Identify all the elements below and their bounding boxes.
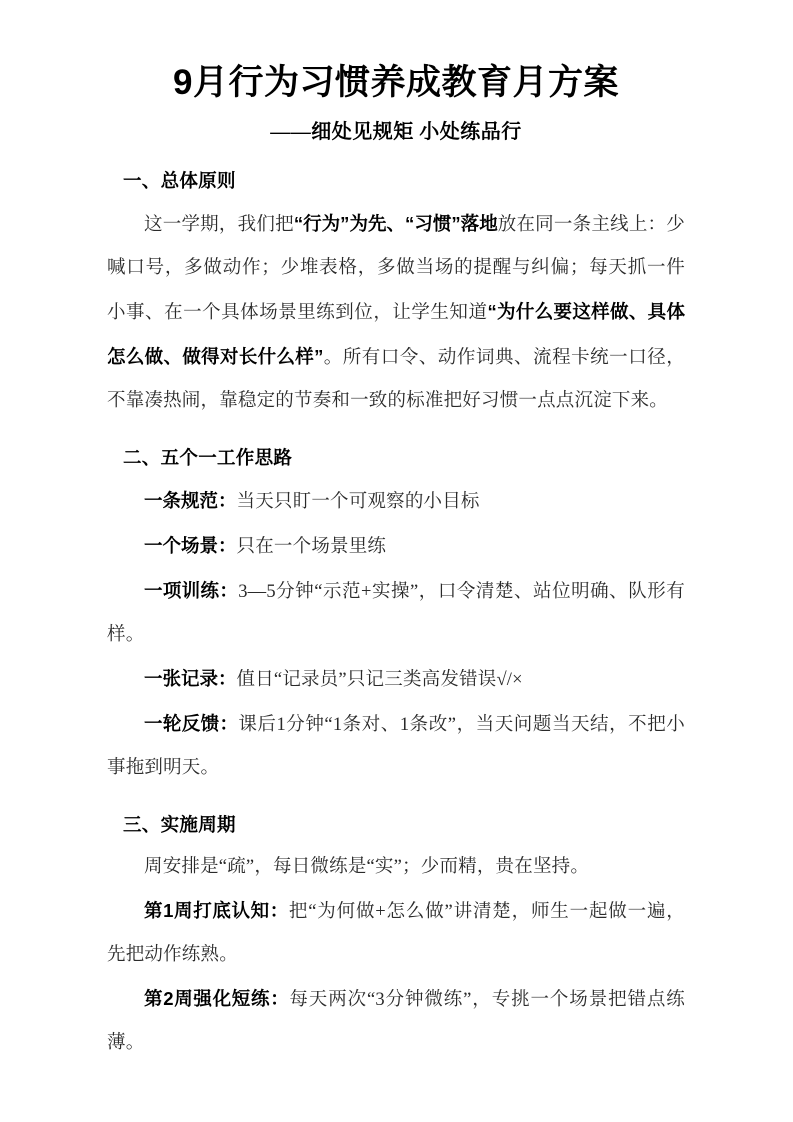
list-item-label: 一张记录：	[144, 668, 237, 689]
section-3-lead-paragraph: 周安排是“疏”，每日微练是“实”；少而精，贵在坚持。	[144, 857, 590, 877]
section-heading-3: 三、实施周期	[123, 814, 236, 835]
list-item	[107, 524, 685, 569]
paragraph-run-plain: 。所有口令、动作词典、流程卡统一口径，不靠凑热闹，靠稳定的节奏和一致的标准把好习惯一点点沉淀下来。	[107, 348, 685, 411]
list-item-text: 把“为何做+怎么做”讲清楚，师生一起做一遍，先把动作练熟。	[107, 902, 685, 965]
list-item-text: 课后1分钟“1条对、1条改”，当天问题当天结，不把小事拖到明天。	[107, 715, 685, 778]
list-item-label: 第2周强化短练：	[144, 988, 290, 1009]
list-item-text: 值日“记录员”只记三类高发错误√/×	[236, 670, 523, 690]
section-heading-1: 一、总体原则	[123, 170, 236, 191]
list-item-label: 一条规范：	[144, 490, 237, 511]
list-item	[107, 569, 685, 657]
page-title: 9月行为习惯养成教育月方案	[173, 63, 619, 102]
list-item	[107, 889, 685, 977]
paragraph-run-plain: 这一学期，我们把	[144, 215, 294, 235]
list-item-text: 3—5分钟“示范+实操”，口令清楚、站位明确、队形有样。	[107, 582, 685, 645]
list-item-label: 一个场景：	[144, 535, 237, 556]
paragraph-run-plain: 放在同一条主线上：少喊口号，多做动作；少堆表格，多做当场的提醒与纠偏；每天抓一件小事、在一个具体场景里练到位，让学生知道	[107, 215, 685, 323]
section-heading-2: 二、五个一工作思路	[123, 447, 293, 468]
list-item	[107, 657, 685, 702]
list-item	[107, 977, 685, 1065]
list-item-label: 一项训练：	[144, 580, 239, 601]
list-item-label: 第1周打底认知：	[144, 900, 289, 921]
list-item-text: 只在一个场景里练	[236, 537, 387, 557]
paragraph-run-bold: “行为”为先、“习惯”落地	[293, 213, 498, 234]
list-item-label: 一轮反馈：	[144, 713, 239, 734]
section-1-paragraph	[107, 202, 685, 423]
list-item-text: 每天两次“3分钟微练”，专挑一个场景把错点练薄。	[107, 990, 685, 1053]
paragraph-run-bold: “为什么要这样做、具体怎么做、做得对长什么样”	[107, 301, 685, 367]
list-item-text: 当天只盯一个可观察的小目标	[236, 492, 480, 512]
list-item	[107, 479, 685, 524]
document-content	[107, 0, 685, 1065]
page-subtitle: ——细处见规矩 小处练品行	[270, 121, 522, 143]
list-item	[107, 702, 685, 790]
